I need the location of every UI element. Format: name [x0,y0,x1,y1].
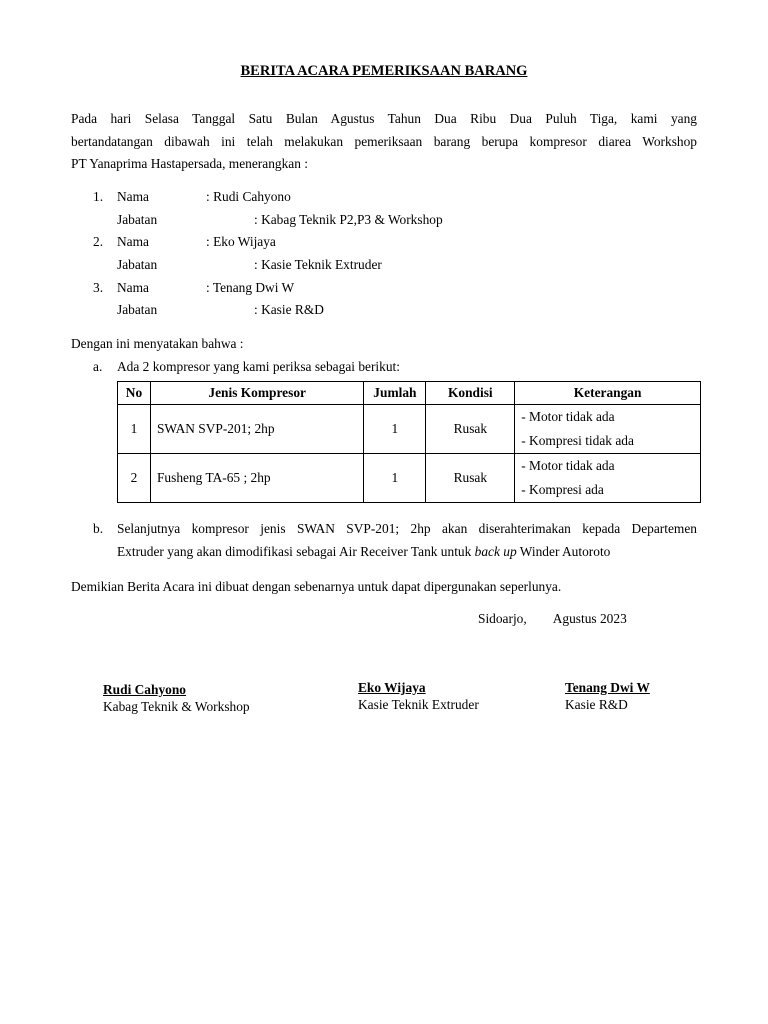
person-position-row [71,209,671,232]
table-header-row [118,382,701,405]
cell-no: 1 [118,405,151,454]
compressor-table [117,381,701,503]
person-name-row [71,277,671,300]
cell-jenis: Fusheng TA-65 ; 2hp [150,454,363,503]
intro-line: PT Yanaprima Hastapersada, menerangkan : [71,156,308,171]
intro-line: bertandatangan dibawah ini telah melakukan pemeriksaan barang berupa kompresor diarea Workshop [71,133,697,149]
signatory-name: Eko Wijaya [358,680,426,695]
person-name: : Rudi Cahyono [206,189,291,204]
signatory-name: Rudi Cahyono [103,682,186,697]
declaration-text: Dengan ini menyatakan bahwa : [71,336,244,351]
intro-line: Pada hari Selasa Tanggal Satu Bulan Agustus Tahun Dua Ribu Dua Puluh Tiga, kami yang [71,111,697,126]
table-row [118,454,701,503]
position-label: Jabatan [117,302,158,318]
keterangan-item: - Motor tidak ada [521,458,615,473]
closing-text: Demikian Berita Acara ini dibuat dengan sebenarnya untuk dapat dipergunakan seperlunya. [71,579,562,594]
person-position-row [71,254,671,277]
position-label: Jabatan [117,257,158,273]
signatory-name: Tenang Dwi W [565,680,650,695]
date: Agustus 2023 [552,611,627,626]
header-kondisi: Kondisi [426,382,515,405]
person-position: : Kabag Teknik P2,P3 & Workshop [254,211,443,227]
item-b-text [117,518,697,563]
name-label: Nama [117,189,149,204]
person-name: : Eko Wijaya [206,234,276,250]
person-position: : Kasie Teknik Extruder [254,257,382,273]
signatory-title: Kabag Teknik & Workshop [103,699,250,714]
place-date [478,608,627,631]
header-keterangan: Keterangan [515,382,701,405]
header-no: No [118,382,151,405]
name-label: Nama [117,279,149,295]
keterangan-item: - Kompresi ada [521,482,604,497]
name-label: Nama [117,234,149,250]
person-position: : Kasie R&D [254,302,324,318]
signature-block [358,679,479,713]
item-b-text-post: Winder Autoroto [516,543,611,559]
cell-keterangan [515,405,701,454]
cell-jumlah: 1 [364,454,426,503]
persons-list [71,186,671,322]
header-jenis: Jenis Kompresor [150,382,363,405]
person-position-row [71,299,671,322]
cell-jumlah: 1 [364,405,426,454]
item-b-italic: back up [474,543,517,559]
item-b-line: Selanjutnya kompresor jenis SWAN SVP-201; 2hp akan diserahterimakan kepada Departemen [117,521,697,536]
document-title: BERITA ACARA PEMERIKSAAN BARANG [240,63,528,79]
intro-paragraph [71,108,697,176]
place: Sidoarjo, [478,611,527,626]
position-label: Jabatan [117,211,158,227]
cell-no: 2 [118,454,151,503]
item-marker: b. [93,521,104,536]
cell-kondisi: Rusak [426,454,515,503]
person-name: : Tenang Dwi W [206,279,295,295]
signature-block [565,679,650,713]
list-number: 2. [93,234,104,250]
person-name-row [71,186,671,209]
header-jumlah: Jumlah [364,382,426,405]
signatory-title: Kasie Teknik Extruder [358,697,479,712]
item-marker: a. [93,359,103,374]
table-row [118,405,701,454]
signatory-title: Kasie R&D [565,697,628,712]
signature-block [103,681,250,715]
list-number: 1. [93,189,104,204]
person-name-row [71,231,671,254]
item-b-text-pre: Extruder yang akan dimodifikasi sebagai Air Receiver Tank untuk [117,543,475,559]
list-number: 3. [93,279,104,295]
item-a-text: Ada 2 kompresor yang kami periksa sebagai berikut: [117,359,400,374]
keterangan-item: - Motor tidak ada [521,409,615,424]
keterangan-item: - Kompresi tidak ada [521,433,634,448]
item-b-line [117,541,697,564]
cell-keterangan [515,454,701,503]
cell-jenis: SWAN SVP-201; 2hp [150,405,363,454]
cell-kondisi: Rusak [426,405,515,454]
